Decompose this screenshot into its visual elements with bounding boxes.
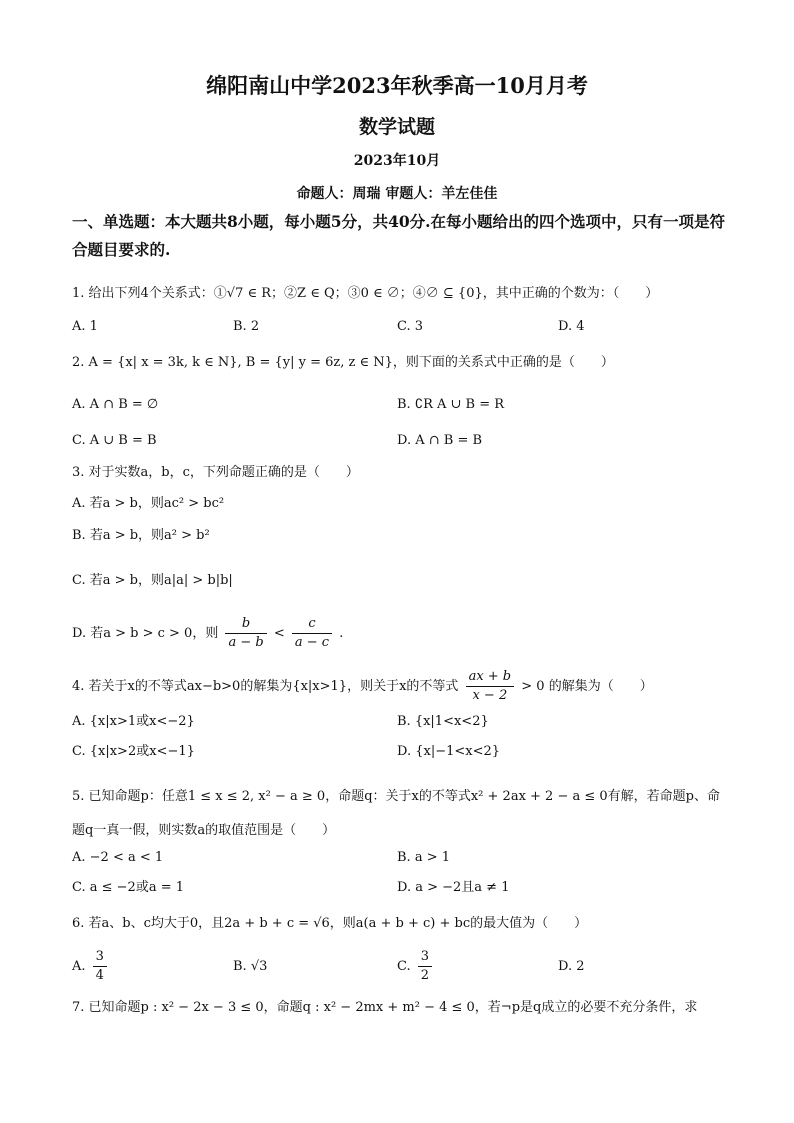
question-6-stem: 6. 若a、b、c均大于0，且2a + b + c = √6，则a(a + b + c) + bc的最大值为（ ） bbox=[72, 916, 588, 931]
q2-option-b: B. ∁R A ∪ B = R bbox=[397, 397, 505, 412]
q2-option-d: D. A ∩ B = B bbox=[397, 433, 483, 448]
question-4-stem bbox=[72, 668, 732, 705]
q1-option-c: C. 3 bbox=[397, 319, 424, 334]
q1-option-d: D. 4 bbox=[558, 319, 585, 334]
q3d-sign: < bbox=[273, 626, 285, 641]
q6-option-a: A. $\frac{3}{4}$ bbox=[72, 948, 110, 985]
q3-option-a: A. 若a > b，则ac² > bc² bbox=[72, 496, 225, 511]
q4-stem-text: 4. 若关于x的不等式ax−b>0的解集为{x|x>1}，则关于x的不等式 bbox=[72, 679, 459, 694]
exam-authors: 命题人：周瑞 审题人：羊左佳佳 bbox=[296, 186, 498, 202]
section-heading: 一、单选题：本大题共8小题，每小题5分，共40分.在每小题给出的四个选项中，只有一项是符合题目要求的. bbox=[72, 212, 726, 259]
question-1-stem: 1. 给出下列4个关系式：①√7 ∈ R；②Z ∈ Q；③0 ∈ ∅；④∅ ⊆ {0}，其中正确的个数为：（ ） bbox=[72, 286, 659, 301]
question-2-stem: 2. A = {x| x = 3k, k ∈ N}, B = {y| y = 6z, z ∈ N}，则下面的关系式中正确的是（ ） bbox=[72, 355, 614, 370]
q3d-fraction-left: $\frac{b}{a - b}$ bbox=[225, 615, 266, 652]
question-7-stem: 7. 已知命题p : x² − 2x − 3 ≤ 0，命题q : x² − 2mx + m² − 4 ≤ 0，若¬p是q成立的必要不充分条件，求 bbox=[72, 1000, 698, 1015]
q6-option-b: B. √3 bbox=[233, 959, 268, 974]
q3-option-d-text: D. 若a > b > c > 0，则 bbox=[72, 626, 219, 641]
q5-option-a: A. −2 < a < 1 bbox=[72, 850, 164, 865]
question-3-stem: 3. 对于实数a，b，c，下列命题正确的是（ ） bbox=[72, 465, 359, 480]
q4-option-c: C. {x|x>2或x<−1} bbox=[72, 744, 195, 759]
q1-option-b: B. 2 bbox=[233, 319, 260, 334]
q5-option-c: C. a ≤ −2或a = 1 bbox=[72, 880, 184, 895]
q1-option-a: A. 1 bbox=[72, 319, 98, 334]
exam-date: 2023年10月 bbox=[353, 153, 441, 169]
q4-stem-tail: 的解集为（ ） bbox=[548, 679, 653, 694]
exam-title: 绵阳南山中学2023年秋季高一10月月考 bbox=[206, 73, 588, 98]
q3-option-c: C. 若a > b，则a|a| > b|b| bbox=[72, 573, 233, 588]
q6a-fraction: $\frac{3}{4}$ bbox=[93, 948, 107, 985]
q4-option-d: D. {x|−1<x<2} bbox=[397, 744, 501, 759]
q6-option-c: C. $\frac{3}{2}$ bbox=[397, 948, 435, 985]
q4-option-a: A. {x|x>1或x<−2} bbox=[72, 714, 195, 729]
subject-title: 数学试题 bbox=[358, 116, 435, 138]
q5-option-b: B. a > 1 bbox=[397, 850, 450, 865]
q3d-fraction-right: $\frac{c}{a - c}$ bbox=[292, 615, 332, 652]
question-5-stem: 5. 已知命题p：任意1 ≤ x ≤ 2, x² − a ≥ 0，命题q：关于x的不等式x² + 2ax + 2 − a ≤ 0有解，若命题p、命题q一真一假，则实数a的取值范围是（ ） bbox=[72, 789, 720, 838]
q3-option-b: B. 若a > b，则a² > b² bbox=[72, 528, 210, 543]
q2-option-a: A. A ∩ B = ∅ bbox=[72, 397, 159, 412]
q4-relation: > 0 bbox=[521, 679, 545, 694]
q5-option-d: D. a > −2且a ≠ 1 bbox=[397, 880, 510, 895]
q4-option-b: B. {x|1<x<2} bbox=[397, 714, 489, 729]
q6c-fraction: $\frac{3}{2}$ bbox=[418, 948, 432, 985]
q6-option-d: D. 2 bbox=[558, 959, 585, 974]
q2-option-c: C. A ∪ B = B bbox=[72, 433, 157, 448]
q4-fraction: $\frac{ax + b}{x - 2}$ bbox=[466, 668, 515, 705]
q3-option-d: D. 若a > b > c > 0，则 $\frac{b}{a - b}$ < $\frac{c}{a - c}$ . bbox=[72, 616, 344, 650]
